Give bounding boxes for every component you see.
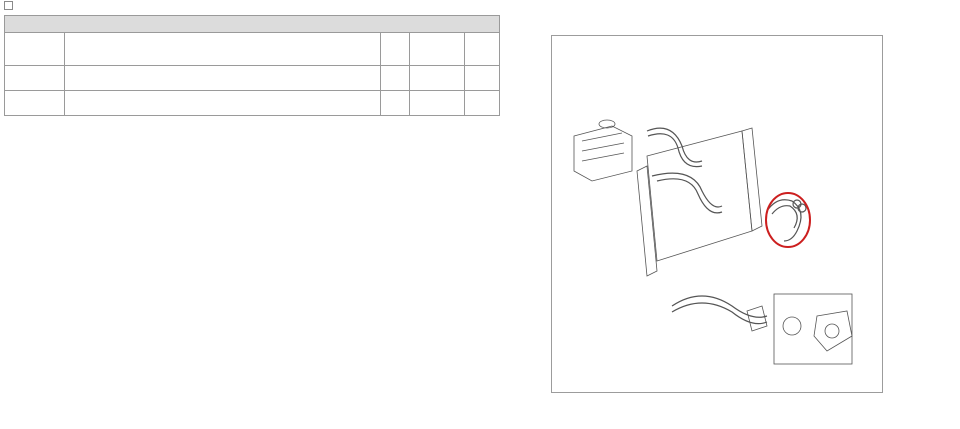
- cell-code: [5, 90, 65, 115]
- cell-qty: [381, 65, 409, 90]
- cell-code: [5, 65, 65, 90]
- cell-price: [465, 90, 500, 115]
- cell-name: [64, 90, 380, 115]
- radiator-drawing: [637, 128, 762, 276]
- cell-name: [64, 65, 380, 90]
- cell-desc: [409, 65, 465, 90]
- cell-qty: [381, 90, 409, 115]
- cell-desc: [409, 90, 465, 115]
- col-qty-header: [381, 32, 409, 65]
- collapse-icon[interactable]: [4, 1, 13, 10]
- diagram-drawing: [552, 36, 882, 392]
- col-code-header: [5, 32, 65, 65]
- expansion-tank-drawing: [574, 120, 632, 181]
- cell-price: [465, 65, 500, 90]
- table-title: [5, 15, 500, 32]
- highlight-circle: [766, 193, 810, 247]
- parts-tree: [4, 0, 504, 119]
- col-price-header: [465, 32, 500, 65]
- parts-table: [4, 15, 500, 116]
- table-row: [5, 90, 500, 115]
- tree-item-expanded[interactable]: [4, 0, 504, 12]
- thermostat-housing-drawing: [747, 294, 852, 364]
- parts-diagram[interactable]: [551, 35, 883, 393]
- col-name-header: [64, 32, 380, 65]
- table-row: [5, 65, 500, 90]
- col-desc-header: [409, 32, 465, 65]
